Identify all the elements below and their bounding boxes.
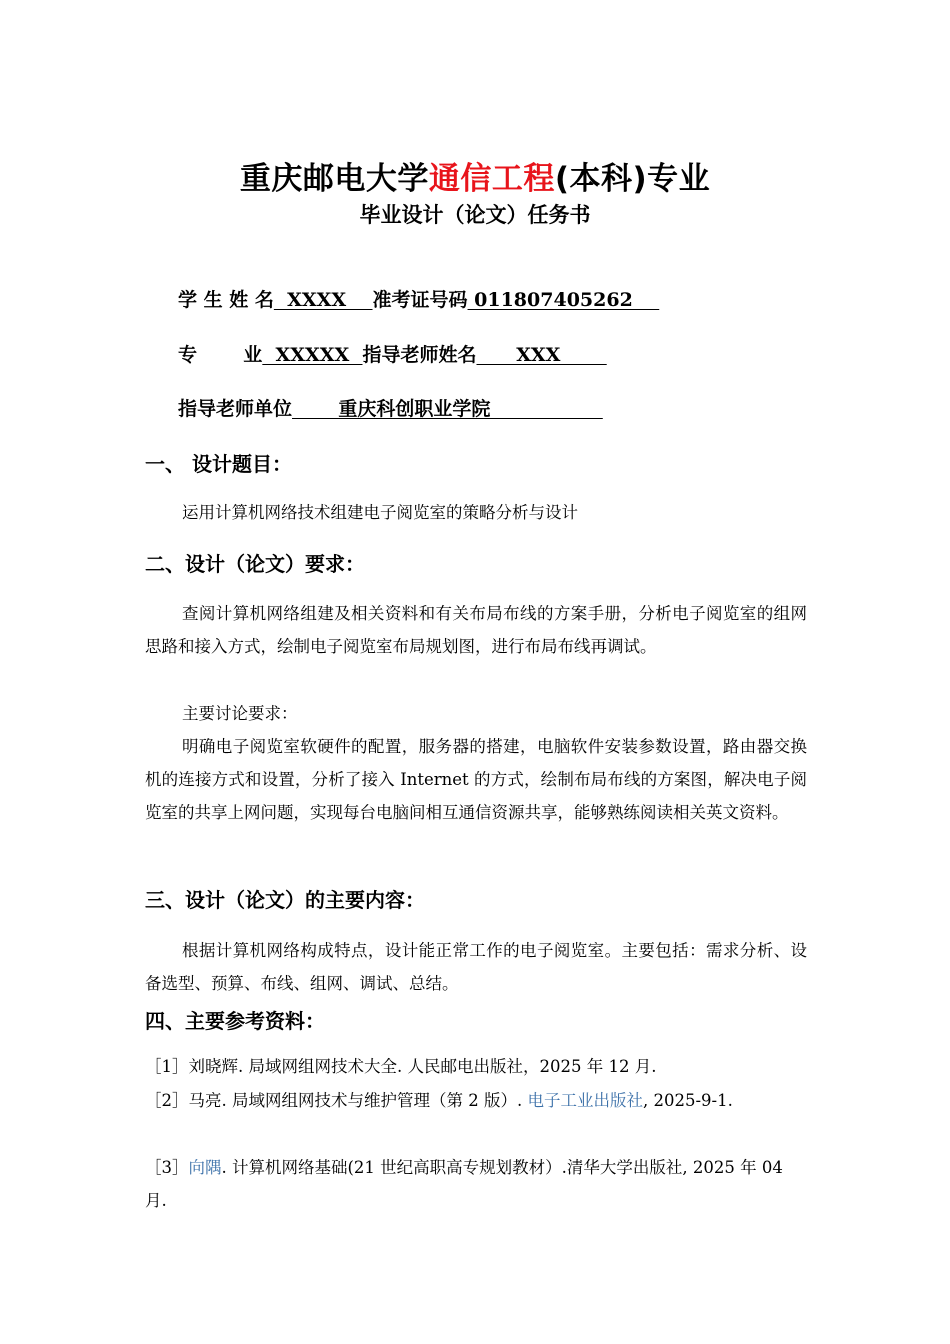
reference-3-text: . 计算机网络基础(21 世纪高职高专规划教材）.清华大学出版社, 2025 年 04 月.	[145, 1158, 783, 1210]
reference-2-publisher-link[interactable]: 电子工业出版社	[527, 1091, 643, 1110]
section-3-text: 根据计算机网络构成特点，设计能正常工作的电子阅览室。主要包括：需求分析、设备选型、预算、布线、组网、调试、总结。	[145, 941, 807, 993]
section-2-para-2: 主要讨论要求：	[182, 704, 298, 723]
exam-no-value: 011807405262	[467, 289, 660, 311]
document-subtitle: 毕业设计（论文）任务书	[359, 203, 591, 227]
major-value: XXXXX	[262, 344, 363, 366]
reference-2-date: , 2025-9-1.	[642, 1091, 733, 1110]
exam-no-label: 准考证号码	[372, 289, 468, 311]
reference-1: ［1］刘晓辉. 局域网组网技术大全. 人民邮电出版社，2025 年 12 月.	[145, 1057, 657, 1076]
section-3-heading: 三、设计（论文）的主要内容：	[145, 888, 425, 912]
section-2-para-1: 查阅计算机网络组建及相关资料和有关布局布线的方案手册，分析电子阅览室的组网思路和接入方式，绘制电子阅览室布局规划图，进行布局布线再调试。	[145, 604, 807, 656]
info-row-major	[178, 341, 607, 369]
reference-3-author-link[interactable]: 向隅	[188, 1158, 222, 1177]
student-name-value: XXXX	[273, 289, 373, 311]
section-2-heading: 二、设计（论文）要求：	[145, 552, 365, 576]
advisor-name-value: XXX	[476, 344, 607, 366]
student-name-label: 学 生 姓 名	[178, 289, 274, 311]
section-1-heading: 一、 设计题目：	[145, 452, 292, 476]
reference-2	[145, 1084, 807, 1117]
advisor-unit-label: 指导老师单位	[178, 398, 293, 420]
reference-2-text: ［2］马亮. 局域网组网技术与维护管理（第 2 版）.	[145, 1091, 528, 1110]
info-row-advisor-unit	[178, 395, 603, 423]
title-part-1: 重庆邮电大学	[239, 161, 429, 197]
reference-3-index: ［3］	[145, 1158, 189, 1177]
section-1-text: 运用计算机网络技术组建电子阅览室的策略分析与设计	[182, 503, 578, 522]
major-label: 专 业	[178, 344, 263, 366]
document-title	[0, 158, 950, 200]
section-4-heading: 四、主要参考资料：	[145, 1009, 325, 1033]
advisor-unit-value: 重庆科创职业学院	[292, 398, 603, 420]
reference-3	[145, 1151, 807, 1217]
info-row-student	[178, 286, 659, 314]
section-2-para-3: 明确电子阅览室软硬件的配置，服务器的搭建，电脑软件安装参数设置，路由器交换机的连接方式和设置，分析了接入 Internet 的方式，绘制布局布线的方案图，解决电子阅览室的共享上网问题，实现每台电脑间相互通信资源共享，能够熟练阅读相关英文资料。	[145, 737, 807, 822]
title-part-3: (本科)专业	[554, 161, 711, 197]
title-major-highlight: 通信工程	[428, 161, 555, 197]
advisor-name-label: 指导老师姓名	[362, 344, 477, 366]
